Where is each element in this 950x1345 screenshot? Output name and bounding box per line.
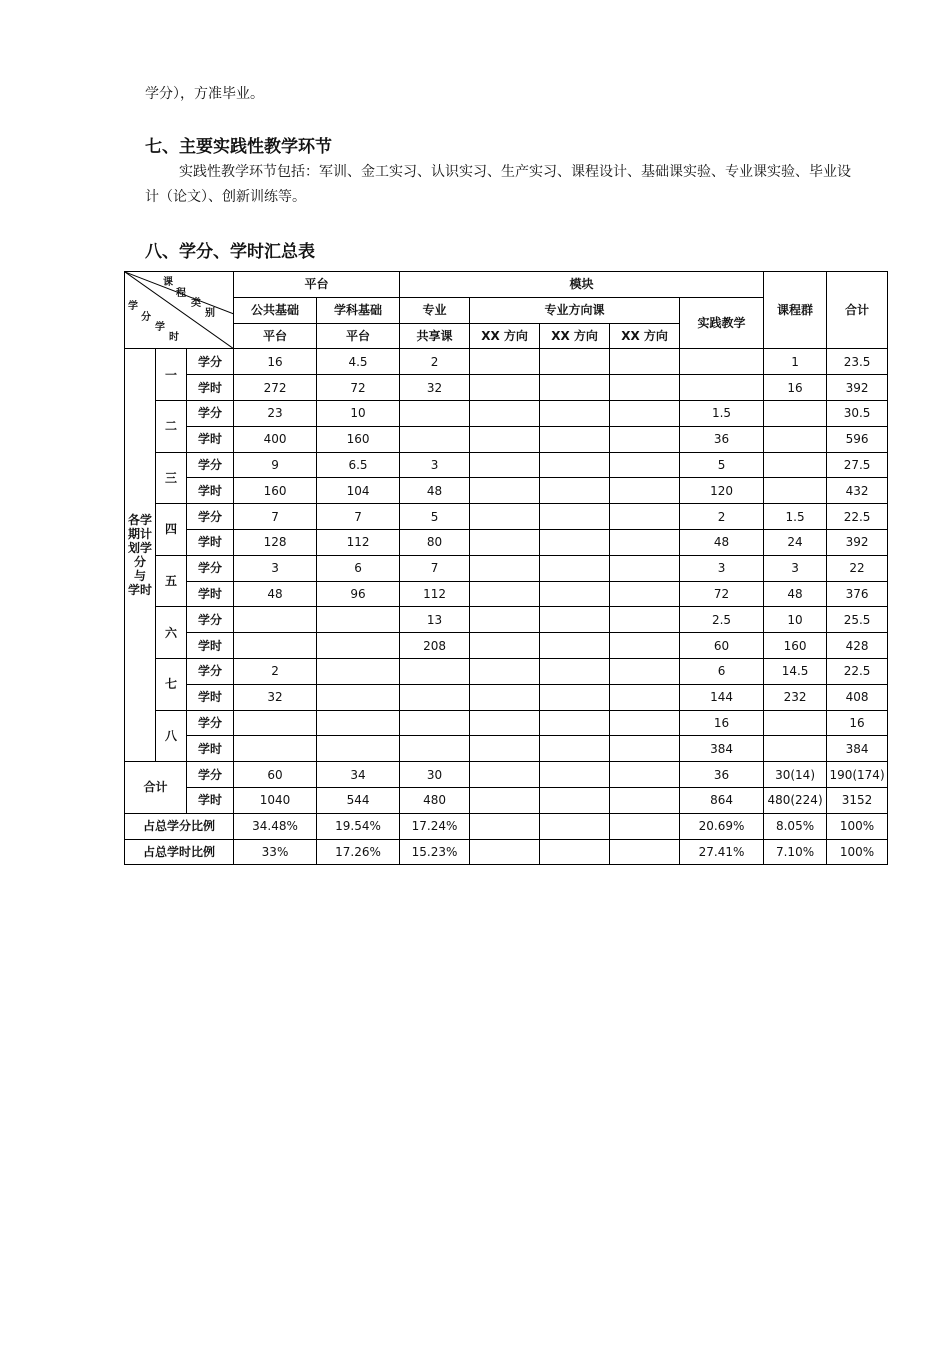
hours-label: 学时	[187, 581, 234, 607]
data-cell: 112	[400, 581, 470, 607]
data-cell: 13	[400, 607, 470, 633]
data-cell: 392	[827, 529, 888, 555]
total-cell	[470, 787, 540, 813]
semester-name: 七	[156, 658, 187, 710]
credit-ratio-cell	[470, 813, 540, 839]
data-cell	[540, 452, 610, 478]
credit-label: 学分	[187, 349, 234, 375]
data-cell	[610, 633, 680, 659]
data-cell	[540, 349, 610, 375]
data-cell	[540, 736, 610, 762]
data-cell: 428	[827, 633, 888, 659]
data-cell	[764, 452, 827, 478]
credit-label: 学分	[187, 504, 234, 530]
corner-word: 学	[155, 322, 165, 333]
data-cell: 6.5	[317, 452, 400, 478]
data-cell: 4.5	[317, 349, 400, 375]
hours-label: 学时	[187, 529, 234, 555]
total-cell: 36	[680, 762, 764, 788]
data-cell	[400, 426, 470, 452]
hours-ratio-cell: 33%	[234, 839, 317, 865]
header-course-group: 课程群	[764, 272, 827, 349]
hours-ratio-cell: 7.10%	[764, 839, 827, 865]
data-cell: 23.5	[827, 349, 888, 375]
data-cell	[610, 349, 680, 375]
header-xx-direction-3: XX 方向	[610, 323, 680, 349]
diagonal-lines	[125, 272, 234, 349]
data-cell: 232	[764, 684, 827, 710]
table-row-total	[125, 762, 888, 788]
header-direction-courses: 专业方向课	[470, 297, 680, 323]
data-cell: 9	[234, 452, 317, 478]
data-cell	[470, 504, 540, 530]
data-cell: 32	[234, 684, 317, 710]
data-cell: 392	[827, 375, 888, 401]
data-cell: 6	[680, 658, 764, 684]
credit-ratio-cell	[610, 813, 680, 839]
hours-label: 学时	[187, 787, 234, 813]
data-cell: 48	[400, 478, 470, 504]
total-cell	[470, 762, 540, 788]
hours-ratio-cell	[610, 839, 680, 865]
header-practice: 实践教学	[680, 297, 764, 349]
data-cell	[610, 710, 680, 736]
data-cell: 376	[827, 581, 888, 607]
credit-ratio-cell: 100%	[827, 813, 888, 839]
header-public-base-1: 公共基础	[234, 297, 317, 323]
data-cell	[540, 478, 610, 504]
data-cell: 22	[827, 555, 888, 581]
data-cell: 16	[234, 349, 317, 375]
total-cell: 480(224)	[764, 787, 827, 813]
data-cell	[470, 607, 540, 633]
intro-tail: 学分），方准毕业。	[145, 86, 264, 102]
data-cell	[610, 684, 680, 710]
table-row	[125, 400, 888, 426]
data-cell: 120	[680, 478, 764, 504]
data-cell	[470, 349, 540, 375]
header-major-shared-2: 共享课	[400, 323, 470, 349]
credit-ratio-label: 占总学分比例	[125, 813, 234, 839]
data-cell	[540, 658, 610, 684]
data-cell: 272	[234, 375, 317, 401]
table-row-total	[125, 787, 888, 813]
data-cell: 7	[400, 555, 470, 581]
data-cell	[317, 736, 400, 762]
data-cell: 2	[400, 349, 470, 375]
data-cell: 25.5	[827, 607, 888, 633]
data-cell: 1.5	[764, 504, 827, 530]
data-cell	[317, 684, 400, 710]
total-cell: 544	[317, 787, 400, 813]
data-cell: 384	[680, 736, 764, 762]
data-cell: 208	[400, 633, 470, 659]
data-cell: 104	[317, 478, 400, 504]
data-cell: 48	[234, 581, 317, 607]
table-row	[125, 375, 888, 401]
data-cell	[234, 736, 317, 762]
data-cell: 5	[680, 452, 764, 478]
data-cell	[470, 710, 540, 736]
data-cell: 7	[317, 504, 400, 530]
credit-ratio-cell: 8.05%	[764, 813, 827, 839]
total-cell	[540, 762, 610, 788]
data-cell: 10	[317, 400, 400, 426]
data-cell: 60	[680, 633, 764, 659]
data-cell	[610, 375, 680, 401]
data-cell	[610, 426, 680, 452]
data-cell	[610, 581, 680, 607]
data-cell	[680, 349, 764, 375]
credit-label: 学分	[187, 555, 234, 581]
total-cell: 30(14)	[764, 762, 827, 788]
header-xx-direction-2: XX 方向	[540, 323, 610, 349]
credit-ratio-cell: 34.48%	[234, 813, 317, 839]
side-label-line: 学时	[127, 583, 152, 598]
data-cell	[610, 504, 680, 530]
data-cell	[540, 710, 610, 736]
data-cell	[764, 710, 827, 736]
data-cell: 2	[234, 658, 317, 684]
table-row	[125, 529, 888, 555]
side-label-line: 期计	[127, 527, 152, 542]
data-cell	[400, 736, 470, 762]
hours-ratio-cell: 17.26%	[317, 839, 400, 865]
header-xx-direction-1: XX 方向	[470, 323, 540, 349]
data-cell: 27.5	[827, 452, 888, 478]
hours-ratio-cell	[470, 839, 540, 865]
data-cell	[764, 736, 827, 762]
semester-name: 五	[156, 555, 187, 607]
hours-label: 学时	[187, 633, 234, 659]
data-cell: 30.5	[827, 400, 888, 426]
data-cell	[470, 581, 540, 607]
semester-name: 四	[156, 504, 187, 556]
data-cell	[764, 426, 827, 452]
corner-word: 课	[163, 277, 173, 288]
data-cell: 7	[234, 504, 317, 530]
credit-label: 学分	[187, 762, 234, 788]
data-cell	[610, 478, 680, 504]
table-row	[125, 710, 888, 736]
data-cell: 3	[234, 555, 317, 581]
header-total: 合计	[827, 272, 888, 349]
table-row	[125, 478, 888, 504]
data-cell	[317, 607, 400, 633]
data-cell	[540, 555, 610, 581]
header-public-base-2: 平台	[234, 323, 317, 349]
credit-ratio-cell	[540, 813, 610, 839]
data-cell: 36	[680, 426, 764, 452]
data-cell: 160	[234, 478, 317, 504]
data-cell	[540, 375, 610, 401]
corner-word: 分	[141, 312, 151, 323]
side-label-line: 各学	[127, 513, 152, 528]
data-cell	[610, 452, 680, 478]
data-cell	[610, 555, 680, 581]
data-cell	[317, 710, 400, 736]
total-cell: 1040	[234, 787, 317, 813]
semester-name: 二	[156, 400, 187, 452]
data-cell	[764, 478, 827, 504]
data-cell	[400, 710, 470, 736]
data-cell	[470, 658, 540, 684]
total-cell	[540, 787, 610, 813]
data-cell	[470, 452, 540, 478]
corner-word: 学	[128, 301, 138, 312]
data-cell	[470, 684, 540, 710]
data-cell: 48	[680, 529, 764, 555]
table-row-hours-ratio	[125, 839, 888, 865]
data-cell: 408	[827, 684, 888, 710]
credit-label: 学分	[187, 400, 234, 426]
side-label-line: 与	[133, 569, 146, 584]
data-cell	[470, 529, 540, 555]
hours-label: 学时	[187, 684, 234, 710]
table-row	[125, 736, 888, 762]
data-cell: 384	[827, 736, 888, 762]
total-cell: 30	[400, 762, 470, 788]
data-cell	[400, 400, 470, 426]
data-cell	[234, 607, 317, 633]
data-cell: 2	[680, 504, 764, 530]
data-cell: 3	[764, 555, 827, 581]
data-cell	[764, 400, 827, 426]
section-8-heading: 八、学分、学时汇总表	[145, 242, 315, 262]
semester-name: 三	[156, 452, 187, 504]
credit-ratio-cell: 20.69%	[680, 813, 764, 839]
total-cell	[610, 762, 680, 788]
data-cell	[470, 375, 540, 401]
data-cell	[317, 658, 400, 684]
data-cell: 96	[317, 581, 400, 607]
data-cell: 48	[764, 581, 827, 607]
data-cell: 80	[400, 529, 470, 555]
data-cell	[540, 633, 610, 659]
hours-label: 学时	[187, 478, 234, 504]
data-cell: 1	[764, 349, 827, 375]
total-cell: 480	[400, 787, 470, 813]
side-label	[125, 349, 156, 762]
table-row	[125, 607, 888, 633]
data-cell	[540, 684, 610, 710]
data-cell: 32	[400, 375, 470, 401]
credit-label: 学分	[187, 607, 234, 633]
hours-label: 学时	[187, 375, 234, 401]
table-row	[125, 452, 888, 478]
header-major-shared-1: 专业	[400, 297, 470, 323]
side-label-line: 分	[133, 555, 146, 570]
data-cell	[610, 607, 680, 633]
total-cell: 60	[234, 762, 317, 788]
side-label-line: 划学	[127, 541, 152, 556]
table-row	[125, 349, 888, 375]
total-cell: 864	[680, 787, 764, 813]
header-discipline-base-2: 平台	[317, 323, 400, 349]
data-cell	[540, 607, 610, 633]
total-label: 合计	[125, 762, 187, 814]
data-cell	[680, 375, 764, 401]
data-cell: 2.5	[680, 607, 764, 633]
data-cell: 3	[680, 555, 764, 581]
data-cell	[234, 633, 317, 659]
credit-ratio-cell: 19.54%	[317, 813, 400, 839]
header-discipline-base-1: 学科基础	[317, 297, 400, 323]
data-cell	[540, 529, 610, 555]
data-cell: 22.5	[827, 658, 888, 684]
data-cell: 144	[680, 684, 764, 710]
data-cell	[610, 736, 680, 762]
data-cell: 596	[827, 426, 888, 452]
data-cell	[540, 504, 610, 530]
data-cell: 160	[317, 426, 400, 452]
data-cell: 16	[827, 710, 888, 736]
hours-ratio-label: 占总学时比例	[125, 839, 234, 865]
credit-label: 学分	[187, 710, 234, 736]
data-cell: 16	[680, 710, 764, 736]
header-module: 模块	[400, 272, 764, 298]
hours-ratio-cell: 100%	[827, 839, 888, 865]
data-cell	[540, 400, 610, 426]
data-cell: 400	[234, 426, 317, 452]
data-cell	[400, 658, 470, 684]
semester-name: 六	[156, 607, 187, 659]
data-cell: 22.5	[827, 504, 888, 530]
hours-ratio-cell: 27.41%	[680, 839, 764, 865]
table-row	[125, 633, 888, 659]
data-cell	[470, 426, 540, 452]
table-row-credit-ratio	[125, 813, 888, 839]
credit-ratio-cell: 17.24%	[400, 813, 470, 839]
data-cell	[470, 555, 540, 581]
credit-label: 学分	[187, 658, 234, 684]
data-cell	[234, 710, 317, 736]
total-cell: 3152	[827, 787, 888, 813]
hours-label: 学时	[187, 426, 234, 452]
data-cell: 3	[400, 452, 470, 478]
data-cell: 432	[827, 478, 888, 504]
data-cell: 72	[680, 581, 764, 607]
data-cell: 24	[764, 529, 827, 555]
data-cell: 128	[234, 529, 317, 555]
data-cell	[470, 478, 540, 504]
corner-word: 程	[176, 288, 186, 299]
header-platform: 平台	[234, 272, 400, 298]
table-row	[125, 684, 888, 710]
corner-word: 时	[169, 332, 179, 343]
total-cell	[610, 787, 680, 813]
data-cell	[540, 581, 610, 607]
data-cell: 112	[317, 529, 400, 555]
data-cell	[400, 684, 470, 710]
total-cell: 34	[317, 762, 400, 788]
data-cell: 6	[317, 555, 400, 581]
data-cell	[610, 400, 680, 426]
data-cell	[610, 658, 680, 684]
data-cell	[317, 633, 400, 659]
corner-diagonal-header	[125, 272, 234, 349]
data-cell: 16	[764, 375, 827, 401]
data-cell	[610, 529, 680, 555]
table-row	[125, 581, 888, 607]
total-cell: 190(174)	[827, 762, 888, 788]
data-cell: 10	[764, 607, 827, 633]
table-row	[125, 426, 888, 452]
semester-name: 一	[156, 349, 187, 401]
corner-word: 类	[191, 298, 201, 309]
data-cell: 1.5	[680, 400, 764, 426]
data-cell: 5	[400, 504, 470, 530]
data-cell	[470, 736, 540, 762]
data-cell	[540, 426, 610, 452]
table-row	[125, 658, 888, 684]
section-7-body: 实践性教学环节包括：军训、金工实习、认识实习、生产实习、课程设计、基础课实验、专业课实验、毕业设计（论文）、创新训练等。	[145, 164, 851, 205]
data-cell	[470, 400, 540, 426]
data-cell	[470, 633, 540, 659]
data-cell: 160	[764, 633, 827, 659]
corner-word: 别	[205, 308, 215, 319]
credit-label: 学分	[187, 452, 234, 478]
table-row	[125, 555, 888, 581]
section-7-heading: 七、主要实践性教学环节	[145, 137, 332, 157]
data-cell: 23	[234, 400, 317, 426]
hours-ratio-cell	[540, 839, 610, 865]
table-row	[125, 504, 888, 530]
hours-label: 学时	[187, 736, 234, 762]
data-cell: 72	[317, 375, 400, 401]
hours-ratio-cell: 15.23%	[400, 839, 470, 865]
semester-name: 八	[156, 710, 187, 762]
credit-hours-summary-table	[124, 271, 888, 865]
data-cell: 14.5	[764, 658, 827, 684]
